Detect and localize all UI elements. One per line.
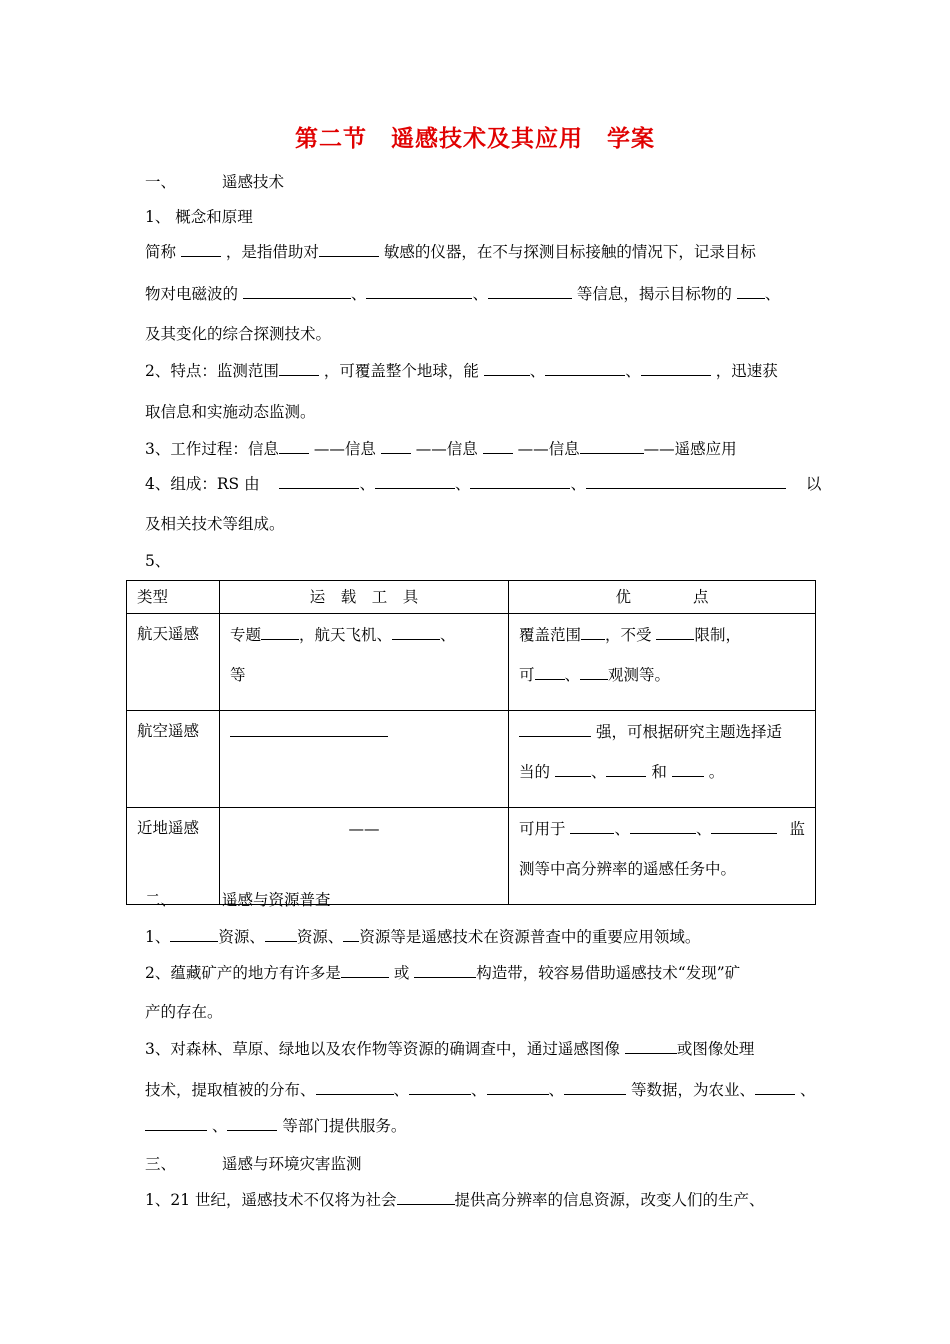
- fill-blank[interactable]: [737, 284, 765, 299]
- fill-blank[interactable]: [181, 242, 221, 257]
- fill-blank[interactable]: [261, 625, 299, 640]
- table-cell: 近地遥感: [127, 808, 220, 905]
- fill-blank[interactable]: [170, 927, 218, 942]
- table-cell: 覆盖范围 ，不受 限制， 可 、 观测等。: [509, 614, 816, 711]
- table-cell: 航天遥感: [127, 614, 220, 711]
- fill-blank[interactable]: [375, 474, 455, 489]
- fill-blank[interactable]: [343, 927, 359, 942]
- fill-blank[interactable]: [606, 762, 646, 777]
- fill-blank[interactable]: [484, 361, 530, 376]
- fill-blank[interactable]: [488, 284, 572, 299]
- fill-blank[interactable]: [319, 242, 379, 257]
- table-header-row: [127, 581, 816, 614]
- fill-blank[interactable]: [487, 1080, 549, 1095]
- table-header-cell: 运 载 工 具: [220, 581, 509, 614]
- fill-blank[interactable]: [414, 963, 476, 978]
- section-label: 遥感技术: [222, 173, 285, 191]
- paragraph-line: 3、对森林、草原、绿地以及农作物等资源的确调查中，通过遥感图像 或图像处理: [145, 1040, 755, 1058]
- paragraph-line: 、 等部门提供服务。: [145, 1114, 406, 1136]
- section-heading-2: [145, 888, 331, 910]
- table-cell: 强，可根据研究主题选择适 当的 、 和 。: [509, 711, 816, 808]
- fill-blank[interactable]: [397, 1190, 455, 1205]
- section-number: 三、: [145, 1155, 177, 1173]
- page-title: 第二节 遥感技术及其应用 学案: [295, 125, 655, 152]
- fill-blank[interactable]: [711, 819, 777, 834]
- paragraph-line: 及相关技术等组成。: [145, 515, 285, 533]
- fill-blank[interactable]: [581, 625, 605, 640]
- table-cell: 可用于 、 、 监 测等中高分辨率的遥感任务中。: [509, 808, 816, 905]
- fill-blank[interactable]: [545, 361, 625, 376]
- fill-blank[interactable]: [470, 474, 570, 489]
- fill-blank[interactable]: [570, 819, 614, 834]
- table-cell: [220, 711, 509, 808]
- fill-blank[interactable]: [265, 927, 297, 942]
- fill-blank[interactable]: [341, 963, 389, 978]
- fill-blank[interactable]: [519, 722, 591, 737]
- table-header-cell: 类型: [127, 581, 220, 614]
- paragraph-line: 技术，提取植被的分布、 、 、 、 等数据，为农业、 、: [145, 1081, 816, 1099]
- fill-blank[interactable]: [586, 474, 786, 489]
- fill-blank[interactable]: [656, 625, 694, 640]
- fill-blank[interactable]: [392, 625, 440, 640]
- paragraph-line: 2、特点：监测范围 ，可覆盖整个地球，能 、 、 ，迅速获: [145, 362, 778, 380]
- fill-blank[interactable]: [630, 819, 696, 834]
- section-label: 遥感与资源普查: [222, 891, 331, 909]
- fill-blank[interactable]: [483, 439, 513, 454]
- fill-blank[interactable]: [409, 1080, 471, 1095]
- fill-blank[interactable]: [535, 665, 565, 680]
- fill-blank[interactable]: [580, 665, 608, 680]
- fill-blank[interactable]: [564, 1080, 626, 1095]
- paragraph-line: 4、组成：RS 由 、 、 、 以: [145, 475, 822, 493]
- section-label: 遥感与环境灾害监测: [222, 1155, 362, 1173]
- subheading-concept: 1、 概念和原理: [145, 208, 253, 226]
- fill-blank[interactable]: [381, 439, 411, 454]
- table-cell: 专题 ，航天飞机、 、 等: [220, 614, 509, 711]
- table-cell: ——: [220, 808, 509, 905]
- section-number: 一、: [145, 173, 177, 191]
- fill-blank[interactable]: [230, 722, 388, 737]
- fill-blank[interactable]: [641, 361, 711, 376]
- fill-blank[interactable]: [279, 439, 309, 454]
- paragraph-line: 产的存在。: [145, 1003, 223, 1021]
- section-number: 二、: [145, 891, 177, 909]
- table-header-cell: 优 点: [509, 581, 816, 614]
- fill-blank[interactable]: [145, 1116, 207, 1131]
- paragraph-line: 及其变化的综合探测技术。: [145, 325, 332, 343]
- fill-blank[interactable]: [243, 284, 351, 299]
- fill-blank[interactable]: [366, 284, 472, 299]
- paragraph-line: 3、工作过程：信息 ——信息 ——信息 ——信息 ——遥感应用: [145, 440, 737, 458]
- section-heading-1: [145, 170, 284, 192]
- paragraph-line: 1、 资源、 资源、 资源等是遥感技术在资源普查中的重要应用领域。: [145, 928, 701, 946]
- remote-sensing-types-table: [126, 580, 816, 905]
- item-number: 5、: [145, 552, 171, 570]
- table-row: [127, 711, 816, 808]
- paragraph-line: 简称 ，是指借助对 敏感的仪器，在不与探测目标接触的情况下，记录目标: [145, 243, 756, 261]
- fill-blank[interactable]: [580, 439, 644, 454]
- fill-blank[interactable]: [279, 361, 319, 376]
- fill-blank[interactable]: [755, 1080, 795, 1095]
- table-cell: 航空遥感: [127, 711, 220, 808]
- paragraph-line: 物对电磁波的 、 、 等信息，揭示目标物的 、: [145, 285, 781, 303]
- fill-blank[interactable]: [279, 474, 359, 489]
- fill-blank[interactable]: [555, 762, 591, 777]
- paragraph-line: 取信息和实施动态监测。: [145, 403, 316, 421]
- fill-blank[interactable]: [625, 1039, 677, 1054]
- section-heading-3: [145, 1152, 362, 1174]
- fill-blank[interactable]: [227, 1116, 277, 1131]
- table-row: [127, 614, 816, 711]
- fill-blank[interactable]: [316, 1080, 394, 1095]
- paragraph-line: 1、21 世纪，遥感技术不仅将为社会 提供高分辨率的信息资源，改变人们的生产、: [145, 1191, 765, 1209]
- paragraph-line: 2、蕴藏矿产的地方有许多是 或 构造带，较容易借助遥感技术“发现”矿: [145, 964, 741, 982]
- fill-blank[interactable]: [672, 762, 704, 777]
